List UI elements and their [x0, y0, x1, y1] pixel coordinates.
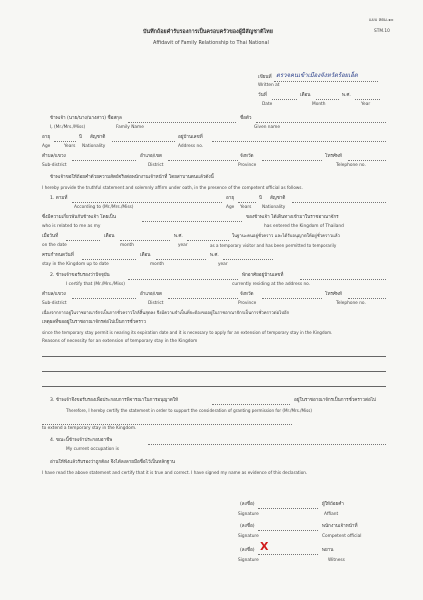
item3-person-line — [212, 404, 290, 405]
declarant-nationality-line — [112, 141, 175, 142]
item1-entered-label-th: ของข้าพเจ้า ได้เดินทางเข้ามาในราชอาณาจักร — [246, 215, 339, 220]
item1-age-line — [238, 202, 256, 203]
item2-telephone-line — [348, 298, 386, 299]
item1-entry-date-label-en: on the date — [42, 243, 67, 248]
date-label-year-th: พ.ศ. — [342, 93, 351, 98]
declarant-age-label-en: Age — [42, 144, 51, 149]
written-at-value: ตรวจคนเข้าเมืองจังหวัดร้อยเอ็ด — [276, 72, 358, 79]
reason-line-3 — [42, 386, 386, 387]
date-label-month-th: เดือน — [300, 93, 311, 98]
witness-x-mark-icon: X — [260, 540, 269, 553]
item1-age-label-th: อายุ — [226, 196, 235, 201]
item1-relation-line — [142, 221, 242, 222]
witness-sign-label-en: Signature — [238, 558, 259, 563]
item1-relation-label-th: ซึ่งมีความเกี่ยวพันกับข้าพเจ้า โดยเป็น — [42, 215, 116, 220]
official-role-en: Competent official — [322, 534, 362, 539]
item4-occupation-label-th: 4. ขณะนี้ข้าพเจ้าประกอบอาชีพ — [50, 438, 113, 443]
form-title-th: บันทึกถ้อยคำรับรองการเป็นครอบครัวของผู้มีสัญชาติไทย — [143, 29, 273, 35]
item2-residing-label-en: currently residing at the address no. — [232, 282, 311, 287]
declarant-years-label-th: ปี — [79, 135, 82, 140]
declarant-nationality-label-en: Nationality — [82, 144, 106, 149]
declarant-age-line — [54, 141, 76, 142]
declarant-subdistrict-label-en: Sub-district — [42, 163, 67, 168]
item4-occupation-line — [148, 444, 386, 445]
item1-entry-month-label-th: เดือน — [104, 234, 115, 239]
item1-person-line — [72, 202, 222, 203]
item1-entry-year-line — [187, 240, 229, 241]
item1-years-label-en: Years — [240, 205, 252, 210]
item2-telephone-label-en: Telephone no. — [336, 301, 366, 306]
item1-entry-month-label-en: month — [120, 243, 134, 248]
affiant-sign-label-th: (ลงชื่อ) — [240, 502, 255, 507]
item4-occupation-label-en: My current occupation is — [66, 447, 119, 452]
reason-line-2 — [42, 371, 386, 372]
item1-expiry-day-line — [82, 259, 136, 260]
declarant-telephone-label-th: โทรศัพท์ — [325, 154, 342, 159]
affiant-role-en: Affiant — [324, 512, 339, 517]
item1-expiry-label-th: ครบกำหนดวันที่ — [42, 253, 74, 258]
declarant-district-line — [168, 160, 238, 161]
item1-nationality-label-en: Nationality — [262, 205, 286, 210]
affiant-signature-line — [258, 508, 318, 509]
item2-province-label-en: Province — [238, 301, 257, 306]
written-at-label-th: เขียนที่ — [258, 75, 272, 80]
item1-age-label-en: Age — [226, 205, 235, 210]
item1-years-label-th: ปี — [259, 196, 262, 201]
date-month-line — [316, 99, 339, 100]
date-year-line — [355, 99, 380, 100]
item3-certify-label-en: Therefore, I hereby certify the statement in order to support the consideration of granting permission for (Mr./Mrs./Miss) — [66, 408, 313, 413]
form-title-en: Affidavit of Family Relationship to Thai National — [153, 40, 269, 46]
item1-entered-label-en: has entered the Kingdom of Thailand — [264, 224, 344, 229]
official-sign-label-en: Signature — [238, 534, 259, 539]
item1-entry-date-label-th: เมื่อวันที่ — [42, 234, 59, 239]
item2-district-label-th: อำเภอ/เขต — [140, 292, 162, 297]
item1-expiry-month-label-th: เดือน — [140, 253, 151, 258]
declarant-years-label-en: Years — [64, 144, 76, 149]
date-day-line — [272, 99, 297, 100]
item2-residing-label-th: พักอาศัยอยู่บ้านเลขที่ — [242, 273, 284, 278]
item1-entry-year-label-en: year — [178, 243, 188, 248]
item1-expiry-label-en: stay in the Kingdom up to date — [42, 262, 109, 267]
declarant-province-label-th: จังหวัด — [240, 154, 254, 159]
declarant-telephone-label-en: Telephone no. — [336, 163, 366, 168]
item2-subdistrict-label-th: ตำบล/แขวง — [42, 292, 66, 297]
declarant-name-label-en: I, (Mr./Mrs./Miss) — [50, 125, 86, 130]
declarant-district-label-en: District — [148, 163, 164, 168]
item2-district-line — [168, 298, 238, 299]
item1-nationality-label-th: สัญชาติ — [270, 196, 286, 201]
written-at-label-en: Written at — [258, 83, 280, 88]
declarant-address-label-th: อยู่บ้านเลขที่ — [178, 135, 203, 140]
item2-telephone-label-th: โทรศัพท์ — [325, 292, 342, 297]
item2-province-line — [262, 298, 322, 299]
affiant-role-th: ผู้ให้ถ้อยคำ — [322, 502, 344, 507]
item1-expiry-year-label-en: year — [218, 262, 228, 267]
item2-certify-label-th: 2. ข้าพเจ้าขอรับรองว่าปัจจุบัน — [50, 273, 110, 278]
item2-reason-heading-en: Reasons of necessity for an extension of temporary stay in the Kingdom — [42, 339, 198, 344]
affiant-sign-label-en: Signature — [238, 512, 259, 517]
item2-reason-heading-th: เหตุผลที่ขออยู่ในราชอาณาจักรต่อไปเป็นการชั่วคราว — [42, 320, 146, 325]
item1-expiry-year-line — [223, 259, 273, 260]
reason-line-1 — [42, 356, 386, 357]
official-signature-line — [258, 530, 318, 531]
item1-visitor-label-en: as a temporary visitor and has been permitted to temporarily — [210, 243, 337, 248]
declarant-province-line — [262, 160, 322, 161]
item1-entry-month-line — [120, 240, 170, 241]
witness-sign-label-th: (ลงชื่อ) — [240, 548, 255, 553]
declarant-age-label-th: อายุ — [42, 135, 51, 140]
item3-name-line — [42, 424, 292, 425]
item1-entry-year-label-th: พ.ศ. — [174, 234, 183, 239]
declarant-province-label-en: Province — [238, 163, 257, 168]
oath-statement-th: ข้าพเจ้าขอให้ถ้อยคำด้วยความสัตย์จริงต่อพนักงานเจ้าหน้าที่ โดยสาบานตนแล้วดังนี้ — [50, 175, 214, 180]
item3-stay-label-th: อยู่ในราชอาณาจักรเป็นการชั่วคราวต่อไป — [294, 398, 376, 403]
item3-extend-label-en: to extend a temporary stay in the Kingdom. — [42, 426, 137, 431]
closing-statement-th: อ่านให้ฟังแล้วรับรองว่าถูกต้อง จึงได้ลงลายมือชื่อไว้เป็นหลักฐาน — [50, 460, 176, 465]
item1-according-label-th: 1. ตามที่ — [50, 196, 68, 201]
closing-statement-en: I have read the above statement and certify that it is true and correct. I have signed my name as evidence of this declaration. — [42, 470, 308, 475]
date-label-day-en: Date — [262, 102, 273, 107]
item1-visitor-label-th: ในฐานะคนอยู่ชั่วคราว และได้รับอนุญาตให้อยู่ชั่วคราวแล้ว — [232, 234, 340, 239]
item2-district-label-en: District — [148, 301, 164, 306]
item2-person-line — [128, 279, 238, 280]
item1-expiry-month-line — [156, 259, 206, 260]
declarant-telephone-line — [348, 160, 386, 161]
form-code-th: แบบ สตม.๑๐ — [369, 18, 394, 23]
declarant-given-label-th: ชื่อตัว — [240, 116, 252, 121]
declarant-name-label-th: ข้าพเจ้า (นาย/นาง/นางสาว) ชื่อสกุล — [50, 116, 122, 121]
item2-province-label-th: จังหวัด — [240, 292, 254, 297]
item1-expiry-year-label-th: พ.ศ. — [210, 253, 219, 258]
item2-subdistrict-label-en: Sub-district — [42, 301, 67, 306]
official-sign-label-th: (ลงชื่อ) — [240, 524, 255, 529]
declarant-family-label-en: Family Name — [116, 125, 144, 130]
item1-entry-day-line — [66, 240, 100, 241]
declarant-subdistrict-line — [72, 160, 136, 161]
declarant-subdistrict-label-th: ตำบล/แขวง — [42, 154, 66, 159]
date-label-year-en: Year — [361, 102, 371, 107]
item2-address-line — [300, 279, 386, 280]
declarant-address-label-en: Address no. — [178, 144, 204, 149]
written-at-line — [274, 81, 378, 82]
declarant-address-line — [212, 141, 386, 142]
official-role-th: พนักงานเจ้าหน้าที่ — [322, 524, 358, 529]
date-label-day-th: วันที่ — [258, 93, 267, 98]
declarant-district-label-th: อำเภอ/เขต — [140, 154, 162, 159]
declarant-nationality-label-th: สัญชาติ — [90, 135, 106, 140]
declarant-given-name-line — [256, 122, 386, 123]
item2-certify-label-en: I certify that (Mr./Mrs./Miss) — [66, 282, 125, 287]
witness-signature-line — [258, 554, 318, 555]
declarant-family-name-line — [128, 122, 236, 123]
oath-statement-en: I hereby provide the truthful statement and solemnly affirm under oath, in the presence of the competent official as follows. — [42, 185, 303, 190]
item1-nationality-line — [292, 202, 386, 203]
form-code-en: STM.10 — [374, 29, 390, 34]
item1-expiry-month-label-en: month — [150, 262, 164, 267]
item2-subdistrict-line — [72, 298, 136, 299]
item2-reason-intro-en: since the temporary stay permit is nearing its expiration date and it is necessary to apply for an extension of temporary stay in the Kingdom. — [42, 330, 333, 335]
declarant-given-label-en: Given name — [254, 125, 280, 130]
item1-according-label-en: According to (Mr./Mrs./Miss) — [74, 205, 134, 210]
date-label-month-en: Month — [312, 102, 326, 107]
item3-certify-label-th: 3. ข้าพเจ้าจึงขอรับรองเพื่อประกอบการพิจารณาในการอนุญาตให้ — [50, 398, 179, 403]
item1-relation-label-en: who is related to me as my — [42, 224, 101, 229]
witness-role-en: Witness — [328, 558, 345, 563]
item2-reason-intro-th: เนื่องจากการอยู่ในราชอาณาจักรเป็นการชั่วคราวใกล้สิ้นสุดลง จึงมีความจำเป็นที่จะต้องขออยู่ในราชอาณาจักรเป็นการชั่วคราวต่อไปอีก — [42, 311, 290, 316]
witness-role-th: พยาน — [322, 548, 334, 553]
